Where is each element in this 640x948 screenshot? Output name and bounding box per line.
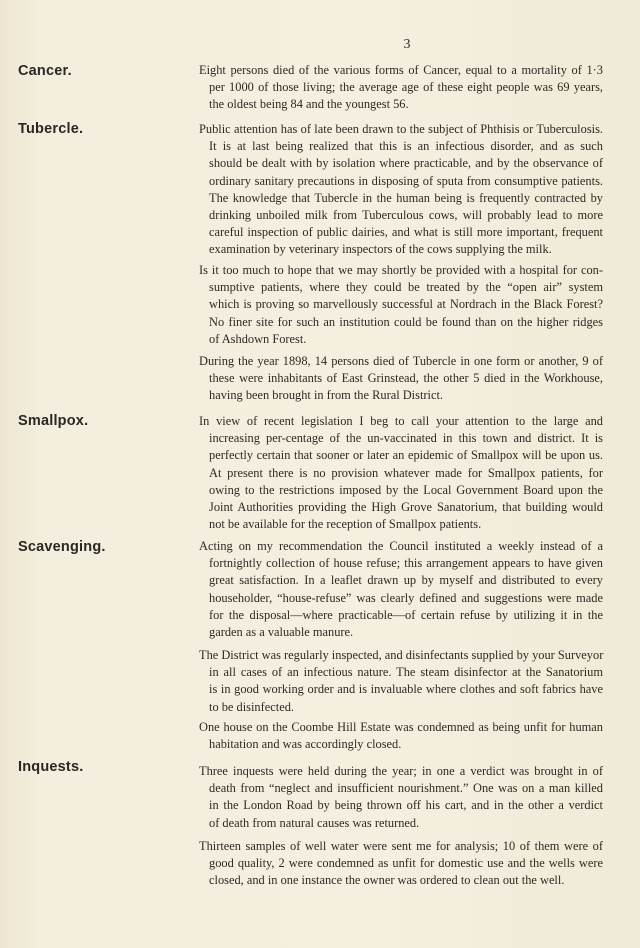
text-line: Acting on my recommendation the Council instituted a weekly instead of a — [199, 539, 603, 553]
text-line: examination by veterinary inspectors of the cows supplying the milk. — [209, 242, 552, 257]
text-line: good quality, 2 were condemned as unfit for domestic use and the wells were — [209, 856, 603, 871]
text-line: is in good working order and is invaluable where clothes and soft fabrics have — [209, 682, 603, 697]
text-line: It is at last being realized that this is an infectious disorder, and as such — [209, 139, 603, 154]
paragraph-scavenging-2 — [199, 647, 603, 716]
text-line: to be disinfected. — [209, 699, 294, 714]
text-line: The knowledge that Tubercle in the human being is frequently contracted by — [209, 190, 603, 205]
paragraph-scavenging-3 — [199, 719, 603, 753]
paragraph-inquests-1 — [199, 763, 603, 832]
text-line: garden as a valuable manure. — [209, 625, 354, 640]
text-line: One house on the Coombe Hill Estate was condemned as being unfit for human — [199, 720, 603, 734]
text-line: of Ashdown Forest. — [209, 331, 307, 346]
text-line: householder, “house-refuse” was clearly defined and suggestions were made — [209, 590, 603, 605]
text-line: Joint Authorities providing the High Grove Sanatorium, that building would — [209, 500, 603, 515]
text-line: Is it too much to hope that we may shortly be provided with a hospital for con- — [199, 263, 603, 277]
heading-tubercle: Tubercle. — [18, 121, 84, 137]
text-line: of death from natural causes was returned. — [209, 815, 420, 830]
heading-smallpox: Smallpox. — [18, 413, 89, 429]
text-line: careful inspection of public dairies, and what is still more important, frequent — [209, 225, 603, 240]
heading-scavenging: Scavenging. — [18, 539, 106, 555]
text-line: No finer site for such an institution could be found than on the higher ridges — [209, 314, 603, 329]
text-line: should be dealt with by isolation where practicable, and by the observance of — [209, 156, 603, 171]
text-line: death from “neglect and insufficient nourishment.” One was on a man killed — [209, 781, 603, 796]
text-line: Three inquests were held during the year; in one a verdict was brought in of — [199, 764, 603, 778]
text-line: per 1000 of those living; the average age of these eight people was 69 years, — [209, 80, 603, 95]
text-line: having been brought in from the Rural District. — [209, 388, 443, 403]
text-line: not be available for the reception of Smallpox patients. — [209, 517, 482, 532]
text-line: these were inhabitants of East Grinstead, the other 5 died in the Workhouse, — [209, 371, 603, 386]
text-line: fortnightly collection of house refuse; this arrangement appears to have given — [209, 556, 603, 571]
text-line: great satisfaction. In a leaflet drawn up by myself and distributed to every — [209, 573, 603, 588]
text-line: which is proving so marvellously successful at Nordrach in the Black Forest? — [209, 297, 603, 312]
paragraph-tubercle-1 — [199, 121, 603, 259]
paragraph-smallpox — [199, 413, 603, 533]
text-line: closed, and in one instance the owner was ordered to clean out the well. — [209, 873, 565, 888]
paragraph-inquests-2 — [199, 838, 603, 890]
text-line: in all cases of an infectious nature. The steam disinfector at the Sanatorium — [209, 665, 603, 680]
text-line: increasing per-centage of the un-vaccinated in this town and district. It is — [209, 431, 603, 446]
text-line: for the disposal—where practicable—of certain refuse by utilizing it in the — [209, 607, 603, 622]
heading-cancer: Cancer. — [18, 63, 72, 79]
text-line: The District was regularly inspected, and disinfectants supplied by your Surveyor — [199, 648, 604, 662]
text-line: drinking unboiled milk from Tuberculous cows, will probably lead to more — [209, 208, 603, 223]
text-line: in the London Road by being thrown off his cart, and in the other a verdict — [209, 798, 603, 813]
text-line: sumptive patients, where they could be treated by the “open air” system — [209, 280, 603, 295]
text-line: perfectly certain that sooner or later an epidemic of Smallpox will be upon us. — [209, 448, 603, 463]
text-line: the oldest being 84 and the youngest 56. — [209, 97, 409, 112]
text-line: At present there is no provision whatever made for Smallpox patients, for — [209, 465, 603, 480]
paragraph-tubercle-2 — [199, 262, 603, 348]
paragraph-scavenging-1 — [199, 538, 603, 641]
page-number: 3 — [403, 37, 411, 52]
text-line: During the year 1898, 14 persons died of Tubercle in one form or another, 9 of — [199, 354, 603, 368]
paragraph-cancer — [199, 62, 603, 114]
text-line: Eight persons died of the various forms of Cancer, equal to a mortality of 1·3 — [199, 63, 603, 77]
text-line: owing to the restrictions imposed by the Local Government Board upon the — [209, 482, 603, 497]
text-line: Public attention has of late been drawn to the subject of Phthisis or Tuberculosis. — [199, 122, 603, 136]
text-line: Thirteen samples of well water were sent me for analysis; 10 of them were of — [199, 839, 603, 853]
heading-inquests: Inquests. — [18, 759, 84, 775]
text-line: In view of recent legislation I beg to call your attention to the large and — [199, 414, 603, 428]
paragraph-tubercle-3 — [199, 353, 603, 405]
text-line: habitation and was accordingly closed. — [209, 737, 402, 752]
text-line: ordinary sanitary precautions in disposing of sputa from consumptive patients. — [209, 173, 603, 188]
